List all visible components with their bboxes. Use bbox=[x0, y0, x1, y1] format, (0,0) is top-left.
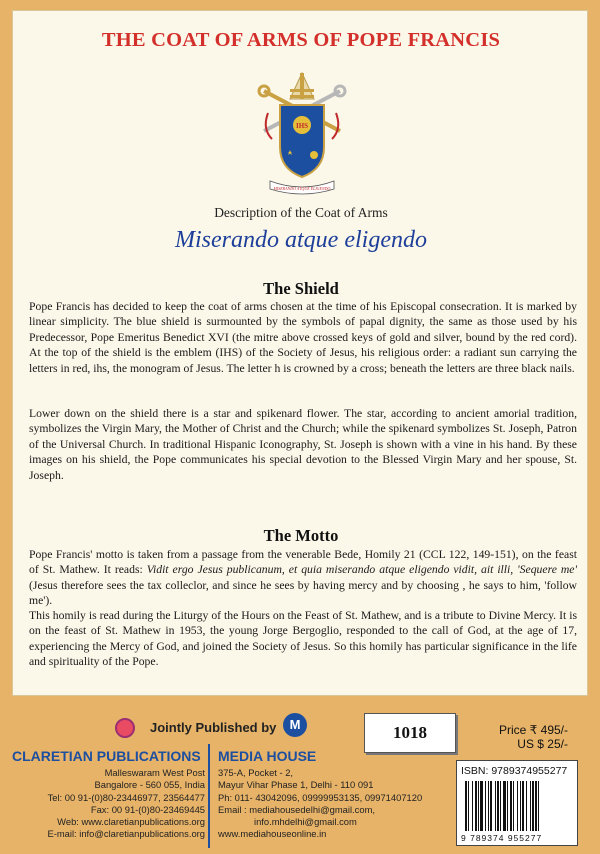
claretian-address: Malleswaram West Post Bangalore - 560 055, India Tel: 00 91-(0)80-23446977, 23564477 Fax: 00 91-(0)80-23469445 Web: www.claretianpublications.org E-mail: info@claretianpublications.org bbox=[47, 767, 205, 840]
shield-paragraph-1: Pope Francis has decided to keep the coat of arms chosen at the time of his Episcopal consecration. It is marked by linear simplicity. The blue shield is surmounted by the symbols of papal dignity, the same as those used by his Predecessor, Pope Emeritus Benedict XVI (the mitre above crossed keys of gold and silver, bound by the red cord). At the top of the shield is the emblem (IHS) of the Society of Jesus, his religious order: a radiant sun carrying the letters in red, ihs, the monogram of Jesus. The letter h is crowned by a cross; beneath the letters are three black nails. bbox=[29, 300, 577, 375]
page-title: THE COAT OF ARMS OF POPE FRANCIS bbox=[101, 29, 501, 51]
price-block bbox=[478, 723, 568, 751]
barcode-icon bbox=[463, 781, 571, 833]
motto-heading: The Motto bbox=[263, 526, 339, 545]
price-inr: Price ₹ 495/- bbox=[499, 723, 568, 737]
media-house-address: 375-A, Pocket - 2, Mayur Vihar Phase 1, Delhi - 110 091 Ph: 011- 43042096, 09999953135, 09971407120 Email : mediahousedelhi@gmail.com, info.mhdelhi@gmail.com www.mediahouseonline.in bbox=[218, 767, 423, 840]
crest-scroll-text: MISERANDO ATQUE ELIGENDO bbox=[273, 186, 331, 191]
description-label: Description of the Coat of Arms bbox=[214, 205, 388, 220]
svg-text:IHS: IHS bbox=[295, 122, 309, 130]
isbn-digits: 9 789374 955277 bbox=[461, 833, 543, 843]
isbn-barcode-box bbox=[456, 760, 578, 846]
media-house-logo-icon: M bbox=[283, 713, 307, 737]
claretian-publications-name: CLARETIAN PUBLICATIONS bbox=[12, 748, 201, 764]
price-usd: US $ 25/- bbox=[517, 737, 568, 751]
media-house-name: MEDIA HOUSE bbox=[218, 748, 317, 764]
motto-paragraph-2: This homily is read during the Liturgy of the Hours on the Feast of St. Mathew, and is a tribute to Divine Mercy. It is on the feast of St. Mathew in 1953, the young Jorge Bergoglio, responded to the call of God, at the age of 17, experiencing the Mercy of God, and joined the Society of Jesus. So this homily has particular significance in the life and spirituality of the Pope. bbox=[29, 609, 577, 669]
shield-paragraph-2: Lower down on the shield there is a star and spikenard flower. The star, according to ancient amorial tradition, symbolizes the Virgin Mary, the Mother of Christ and the Church; while the spikenard symbolizes St. Joseph, Patron of the Universal Church. In traditional Hispanic Iconography, St. Joseph is shown with a vine in his hand. By these images on his shield, the Pope communicates his special devotion to the Blessed Virgin Mary and her spouse, St. Joseph. bbox=[29, 407, 577, 482]
shield-heading: The Shield bbox=[263, 279, 339, 298]
motto-paragraph-1: Pope Francis' motto is taken from a passage from the venerable Bede, Homily 21 (CCL 122, 149-151), on the feast of St. Mathew. It reads: Vidit ergo Jesus publicanum, et quia miserando atque eligendo vidit, ait illi, 'Sequere me' (Jesus therefore sees the tax colleclor, and since he sees by having mercy and by choosing , he says to him, 'follow me'). bbox=[29, 548, 577, 608]
claretian-logo-icon bbox=[115, 718, 135, 738]
jointly-published-label: Jointly Published by bbox=[150, 720, 277, 735]
page-panel bbox=[12, 10, 588, 696]
publisher-divider bbox=[208, 744, 210, 848]
catalog-number-stamp: 1018 bbox=[364, 713, 456, 753]
coat-of-arms-crest bbox=[256, 69, 348, 204]
motto-latin: Miserando atque eligendo bbox=[175, 227, 427, 253]
isbn-label: ISBN: 9789374955277 bbox=[461, 765, 568, 777]
